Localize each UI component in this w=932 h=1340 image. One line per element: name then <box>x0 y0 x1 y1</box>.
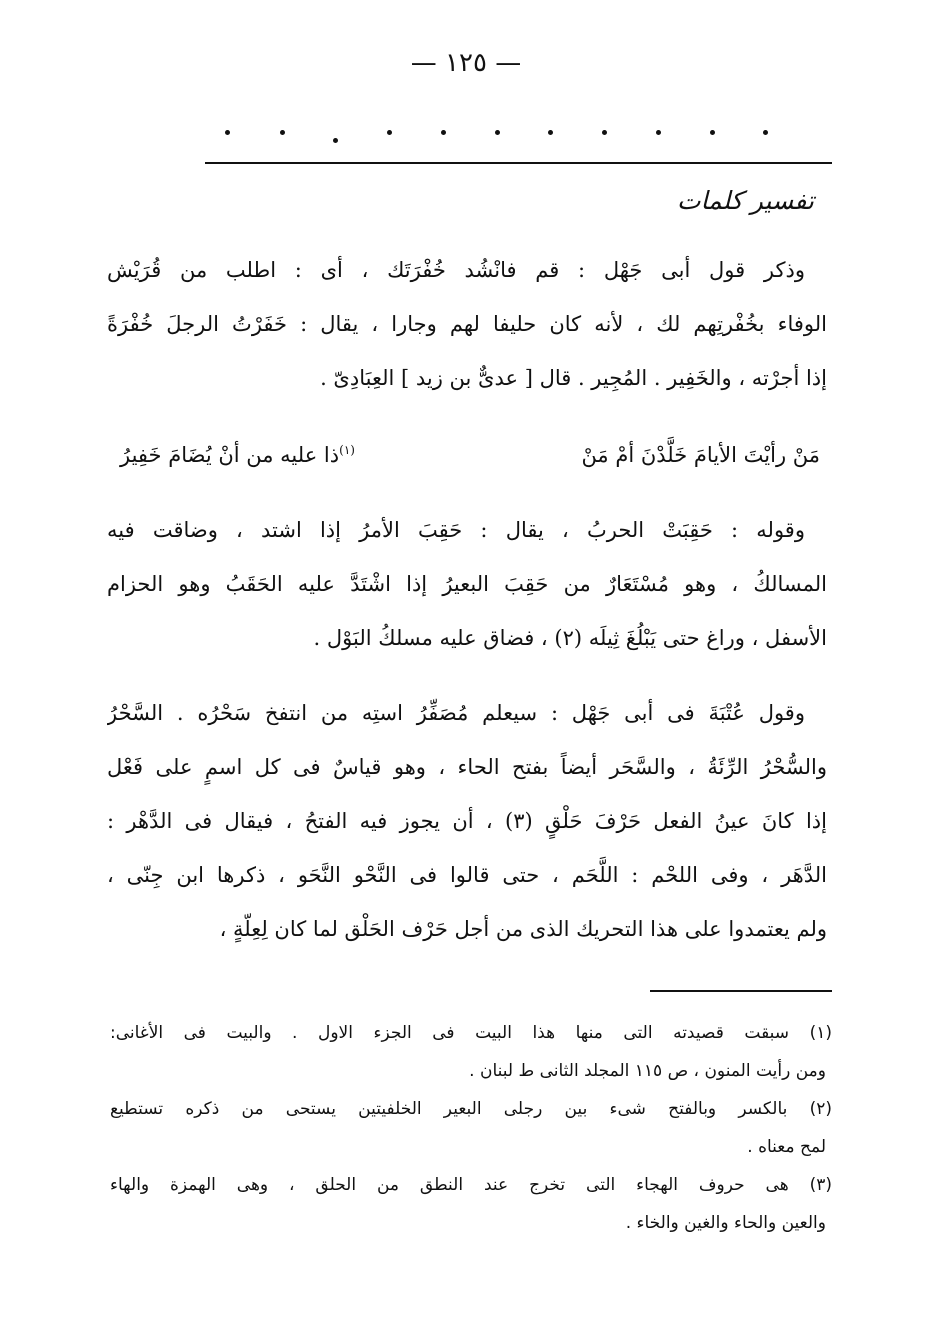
verse-second-hemistich <box>120 428 355 482</box>
section-heading: تفسير كلمات <box>677 186 814 215</box>
paragraph-line: المسالكُ ، وهو مُسْتَعَارٌ من حَقِبَ البعيرُ إذا اشْتَدَّ عليه الحَقَبُ وهو الحزام <box>107 572 827 596</box>
dot <box>495 130 500 135</box>
paragraph-line: ولم يعتمدوا على هذا التحريك الذى من أجل حَرْف الحَلْق لما كان لِعِلّةٍ ، <box>219 917 827 941</box>
paragraph-line: إذا أجرْته ، والخَفِير . المُجِير . قال [ عدىٌّ بن زيد ] العِبَادِىّ . <box>320 366 827 390</box>
page-number: — ١٢٥ — <box>410 48 522 78</box>
paragraph-line: وقوله : حَقِبَتْ الحربُ ، يقال : حَقِبَ الأمرُ إذا اشتد ، وضاقت فيه <box>107 518 805 542</box>
footnote-marker: (١) <box>339 443 355 457</box>
paragraph-3 <box>107 686 827 956</box>
footnotes <box>110 1014 832 1242</box>
poetry-verse <box>120 428 820 482</box>
footnote-line: ومن رأيت المنون ، ص ١١٥ المجلد الثانى ط لبنان . <box>469 1061 826 1081</box>
dot <box>280 130 285 135</box>
footnote-2 <box>110 1090 832 1166</box>
footnote-separator <box>650 990 832 992</box>
verse-second-hemistich-text: ذا عليه من أنْ يُضَامَ خَفِيرُ <box>120 443 340 467</box>
paragraph-line: والسُّحْرُ الرِّئَةُ ، والسَّحَر أيضاً بفتح الحاء ، وهو قياسٌ فى كل اسمٍ على فَعْل <box>107 755 827 779</box>
ornamental-dots <box>215 118 775 148</box>
paragraph-2 <box>107 503 827 665</box>
paragraph-line: وذكر قول أبى جَهْل : قم فانْشُد خُفْرَتَك ، أى : اطلب من قُرَيْش <box>107 258 805 282</box>
dot <box>602 130 607 135</box>
footnote-line: (١) سبقت قصيدته التى منها هذا البيت فى الجزء الاول . والبيت فى الأغانى: <box>110 1023 832 1043</box>
dot <box>710 130 715 135</box>
paragraph-line: الأسفل ، وراغ حتى يَبْلُغَ ثِيلَه (٢) ، فضاق عليه مسلكُ البَوْل . <box>313 626 827 650</box>
footnote-1 <box>110 1014 832 1090</box>
footnote-3 <box>110 1166 832 1242</box>
paragraph-line: الدَّهَر ، وفى اللحْم : اللَّحَم ، حتى قالوا فى النَّحْو النَّحَو ، ذكرها ابن جِنّى ، <box>107 863 827 887</box>
dot <box>225 130 230 135</box>
footnote-line: لمح معناه . <box>747 1137 826 1157</box>
footnote-line: والعين والحاء والغين والخاء . <box>625 1213 826 1233</box>
dot <box>333 138 338 143</box>
footnote-line: (٢) بالكسر وبالفتح شىء بين رجلى البعير الخلفيتين يستحى من ذكره تستطيع <box>110 1099 832 1119</box>
footnote-line: (٣) هى حروف الهجاء التى تخرج عند النطق من الحلق ، وهى الهمزة والهاء <box>110 1175 832 1195</box>
dot <box>387 130 392 135</box>
paragraph-line: الوفاء بخُفْرتِهم لك ، لأنه كان حليفا لهم وجارا ، يقال : خَفَرْتُ الرجلَ خُفْرَةً <box>107 312 827 336</box>
paragraph-line: إذا كانَ عينُ الفعل حَرْفَ حَلْقٍ (٣) ، أن يجوز فيه الفتحُ ، فيقال فى الدَّهْر : <box>107 809 827 833</box>
paragraph-1 <box>107 243 827 405</box>
header-rule <box>205 162 832 164</box>
verse-first-hemistich: مَنْ رأيْتَ الأيامَ خَلَّدْنَ أمْ مَنْ <box>581 443 820 467</box>
dot <box>441 130 446 135</box>
dot <box>656 130 661 135</box>
dot <box>763 130 768 135</box>
dot <box>548 130 553 135</box>
paragraph-line: وقول عُتْبَةَ فى أبى جَهْل : سيعلم مُصَفِّرُ استِه من انتفخ سَحْرُه . السَّحْرُ <box>107 701 805 725</box>
